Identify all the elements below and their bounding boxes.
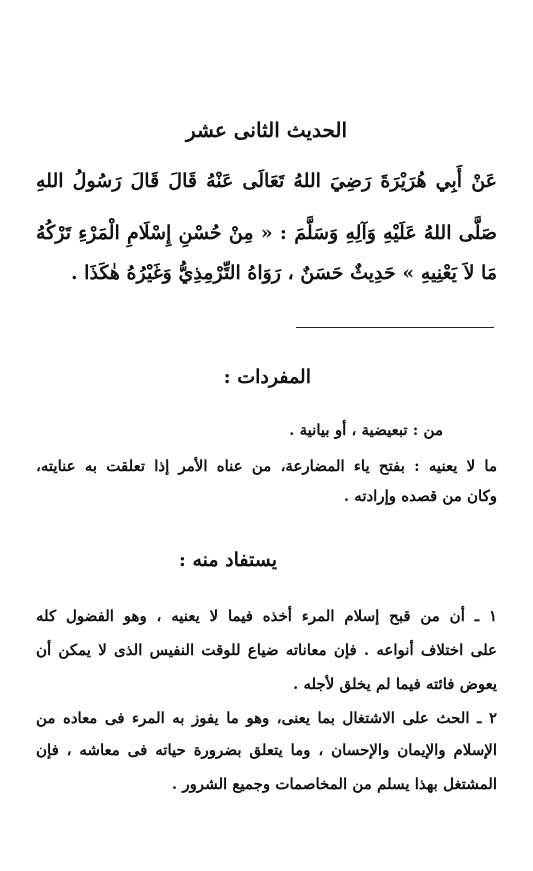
hadith-text-line-2: صَلَّى اللهُ عَلَيْهِ وَآلِهِ وَسَلَّمَ : « مِنْ حُسْنِ إِسْلَامِ الْمَرْءِ تَرْكُهُ xyxy=(36,222,497,244)
hadith-title: الحديث الثانى عشر xyxy=(185,118,347,142)
hadith-text-line-1: عَنْ أَبِي هُرَيْرَةَ رَضِيَ اللهُ تَعَالَى عَنْهُ قَالَ قَالَ رَسُولُ اللهِ xyxy=(36,170,497,192)
benefits-heading: يستفاد منه : xyxy=(178,549,277,571)
benefit-1-line-3: يعوض فائته فيما لم يخلق لأجله . xyxy=(293,675,497,693)
benefit-2-line-3: المشتغل بهذا يسلم من المخاصمات وجميع الشرور . xyxy=(171,775,497,793)
benefit-1-line-1: ١ ـ أن من قبح إسلام المرء أخذه فيما لا يعنيه ، وهو الفضول كله xyxy=(36,607,497,625)
vocabulary-line-1: من : تبعيضية ، أو بيانية . xyxy=(289,421,443,439)
hadith-text-line-3: مَا لاَ يَعْنِيهِ » حَدِيثٌ حَسَنٌ ، رَوَاهُ التِّرْمِذِيُّ وَغَيْرُهُ هٰكَذَا . xyxy=(70,262,497,284)
vocabulary-heading: المفردات : xyxy=(223,366,311,388)
vocabulary-line-3: وكان من قصده وإرادته . xyxy=(343,487,497,505)
benefit-1-line-2: على اختلاف أنواعه . فإن معاناته ضياع للوقت النفيس الذى لا يمكن أن xyxy=(36,641,497,659)
benefit-2-line-2: الإسلام والإيمان والإحسان ، وما يتعلق بضرورة حياته فى معاشه ، فإن xyxy=(36,741,497,759)
benefit-2-line-1: ٢ ـ الحث على الاشتغال بما يعنى، وهو ما يفوز به المرء فى معاده من xyxy=(36,709,497,727)
vocabulary-line-2: ما لا يعنيه : بفتح ياء المضارعة، من عناه الأمر إذا تعلقت به عنايته، xyxy=(36,457,497,475)
section-divider xyxy=(296,327,494,328)
